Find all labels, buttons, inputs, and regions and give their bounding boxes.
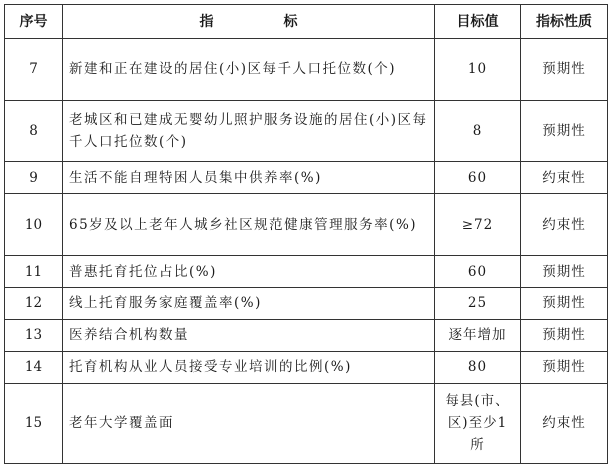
row-target: 逐年增加: [435, 319, 521, 351]
row-nature: 预期性: [521, 39, 608, 101]
row-target: 60: [435, 162, 521, 194]
table-header-row: [5, 5, 608, 39]
table-row: [5, 351, 608, 383]
row-indicator: 新建和正在建设的居住(小)区每千人口托位数(个): [63, 39, 435, 101]
row-nature: 约束性: [521, 194, 608, 256]
row-target: 8: [435, 100, 521, 162]
row-target: 10: [435, 39, 521, 101]
table-row: [5, 383, 608, 463]
row-indicator: 托育机构从业人员接受专业培训的比例(%): [63, 351, 435, 383]
row-nature: 预期性: [521, 287, 608, 319]
row-target: 25: [435, 287, 521, 319]
row-nature: 约束性: [521, 383, 608, 463]
row-seq: 8: [5, 100, 63, 162]
row-seq: 10: [5, 194, 63, 256]
table-row: [5, 287, 608, 319]
row-seq: 11: [5, 256, 63, 288]
row-target: ≥72: [435, 194, 521, 256]
table-row: [5, 162, 608, 194]
row-indicator: 老城区和已建成无婴幼儿照护服务设施的居住(小)区每千人口托位数(个): [63, 100, 435, 162]
row-seq: 13: [5, 319, 63, 351]
header-name: [63, 5, 435, 39]
table-row: [5, 256, 608, 288]
row-nature: 预期性: [521, 256, 608, 288]
header-name-part-1: 指: [199, 13, 214, 30]
header-nature: 指标性质: [521, 5, 608, 39]
row-target: 每县(市、区)至少1所: [435, 383, 521, 463]
row-seq: 7: [5, 39, 63, 101]
table-row: [5, 194, 608, 256]
table-row: [5, 39, 608, 101]
row-seq: 9: [5, 162, 63, 194]
row-nature: 预期性: [521, 100, 608, 162]
row-seq: 12: [5, 287, 63, 319]
row-indicator: 生活不能自理特困人员集中供养率(%): [63, 162, 435, 194]
row-target: 80: [435, 351, 521, 383]
row-target: 60: [435, 256, 521, 288]
row-seq: 15: [5, 383, 63, 463]
table-row: [5, 319, 608, 351]
table-row: [5, 100, 608, 162]
row-indicator: 65岁及以上老年人城乡社区规范健康管理服务率(%): [63, 194, 435, 256]
header-seq: 序号: [5, 5, 63, 39]
row-nature: 约束性: [521, 162, 608, 194]
row-seq: 14: [5, 351, 63, 383]
row-indicator: 线上托育服务家庭覆盖率(%): [63, 287, 435, 319]
row-indicator: 老年大学覆盖面: [63, 383, 435, 463]
row-nature: 预期性: [521, 351, 608, 383]
header-name-part-2: 标: [283, 13, 298, 30]
row-nature: 预期性: [521, 319, 608, 351]
header-target: 目标值: [435, 5, 521, 39]
row-indicator: 医养结合机构数量: [63, 319, 435, 351]
indicator-table: [4, 4, 608, 464]
row-indicator: 普惠托育托位占比(%): [63, 256, 435, 288]
